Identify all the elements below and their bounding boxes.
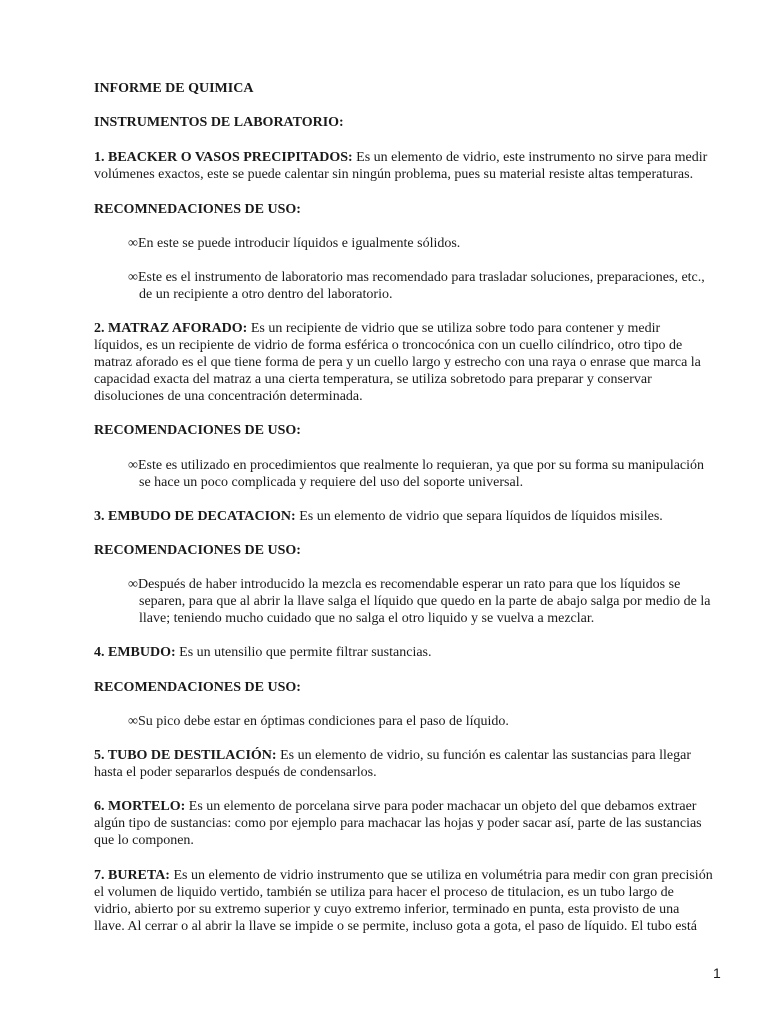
section-2-text: matraz aforado es el que tiene forma de pera y un cuello largo y estrecho con una raya o enrase que marca la xyxy=(94,355,701,370)
document-title: INFORME DE QUIMICA xyxy=(94,81,254,96)
infinity-bullet-icon: ∞ xyxy=(128,714,138,729)
section-1-text: Es un elemento de vidrio, este instrumento no sirve para medir xyxy=(352,150,708,165)
section-2-line xyxy=(94,320,660,337)
section-5-text: hasta el poder separarlos después de condensarlos. xyxy=(94,765,377,780)
section-1-line xyxy=(94,149,707,166)
section-7-text: el volumen de liquido vertido, también se utiliza para hacer el proceso de titulacion, es un tubo largo de xyxy=(94,885,674,900)
recommendations-heading: RECOMENDACIONES DE USO: xyxy=(94,680,301,695)
section-3-line xyxy=(94,508,663,525)
section-7-text: vidrio, abierto por su extremo superior y cuyo extremo inferior, terminado en punta, esta provisto de una xyxy=(94,902,680,917)
recommendations-heading: RECOMNEDACIONES DE USO: xyxy=(94,202,301,217)
infinity-bullet-icon: ∞ xyxy=(128,270,138,285)
infinity-bullet-icon: ∞ xyxy=(128,577,138,592)
section-4-heading: 4. EMBUDO: xyxy=(94,645,176,660)
recommendations-heading: RECOMENDACIONES DE USO: xyxy=(94,543,301,558)
section-7-text: Es un elemento de vidrio instrumento que se utiliza en volumétria para medir con gran precisión xyxy=(169,868,713,883)
section-5-heading: 5. TUBO DE DESTILACIÓN: xyxy=(94,748,277,763)
section-1-heading: 1. BEACKER O VASOS PRECIPITADOS: xyxy=(94,150,353,165)
bullet-item-continuation: de un recipiente a otro dentro del laboratorio. xyxy=(139,287,393,302)
section-7-heading: 7. BURETA: xyxy=(94,868,170,883)
section-2-text: líquidos, es un recipiente de vidrio de forma esférica o troncocónica con un cuello cilíndrico, otro tipo de xyxy=(94,338,683,353)
section-7-line xyxy=(94,867,713,884)
infinity-bullet-icon: ∞ xyxy=(128,458,138,473)
page-number: 1 xyxy=(713,965,721,981)
section-3-heading: 3. EMBUDO DE DECATACION: xyxy=(94,509,296,524)
section-7-text: llave. Al cerrar o al abrir la llave se impide o se permite, incluso gota a gota, el paso de líquido. El tubo está xyxy=(94,919,697,934)
bullet-item: ∞Este es utilizado en procedimientos que realmente lo requieran, ya que por su forma su manipulación xyxy=(128,458,705,473)
section-1-text: volúmenes exactos, este se puede calentar sin ningún problema, pues su material resiste altas temperaturas. xyxy=(94,167,694,182)
section-2-text: disoluciones de una concentración determinada. xyxy=(94,389,363,404)
section-2-text: capacidad exacta del matraz a una cierta temperatura, se utiliza sobretodo para preparar y conservar xyxy=(94,372,652,387)
section-6-text: que lo componen. xyxy=(94,833,194,848)
bullet-item-continuation: llave; teniendo mucho cuidado que no salga el otro liquido y se vuelva a mezclar. xyxy=(139,611,595,626)
section-5-text: Es un elemento de vidrio, su función es calentar las sustancias para llegar xyxy=(276,748,691,763)
bullet-item: ∞Después de haber introducido la mezcla es recomendable esperar un rato para que los líquidos se xyxy=(128,577,681,592)
section-3-text: Es un elemento de vidrio que separa líquidos de líquidos misiles. xyxy=(295,509,663,524)
section-6-heading: 6. MORTELO: xyxy=(94,799,186,814)
bullet-item-continuation: se hace un poco complicada y requiere del uso del soporte universal. xyxy=(139,475,524,490)
section-2-heading: 2. MATRAZ AFORADO: xyxy=(94,321,248,336)
section-5-line xyxy=(94,747,691,764)
infinity-bullet-icon: ∞ xyxy=(128,236,138,251)
bullet-item: ∞Este es el instrumento de laboratorio mas recomendado para trasladar soluciones, preparaciones, etc., xyxy=(128,270,705,285)
section-4-line xyxy=(94,644,432,661)
section-6-line xyxy=(94,798,696,815)
recommendations-heading: RECOMENDACIONES DE USO: xyxy=(94,423,301,438)
bullet-item: ∞En este se puede introducir líquidos e igualmente sólidos. xyxy=(128,236,461,251)
section-6-text: Es un elemento de porcelana sirve para poder machacar un objeto del que debamos extraer xyxy=(185,799,697,814)
section-2-text: Es un recipiente de vidrio que se utiliza sobre todo para contener y medir xyxy=(247,321,661,336)
document-subtitle: INSTRUMENTOS DE LABORATORIO: xyxy=(94,115,344,130)
section-4-text: Es un utensilio que permite filtrar sustancias. xyxy=(175,645,432,660)
section-6-text: algún tipo de sustancias: como por ejemplo para machacar las hojas y poder sacar así, parte de las sustancias xyxy=(94,816,702,831)
bullet-item-continuation: separen, para que al abrir la llave salga el líquido que quedo en la parte de abajo salga por medio de la xyxy=(139,594,711,609)
bullet-item: ∞Su pico debe estar en óptimas condiciones para el paso de líquido. xyxy=(128,714,509,729)
